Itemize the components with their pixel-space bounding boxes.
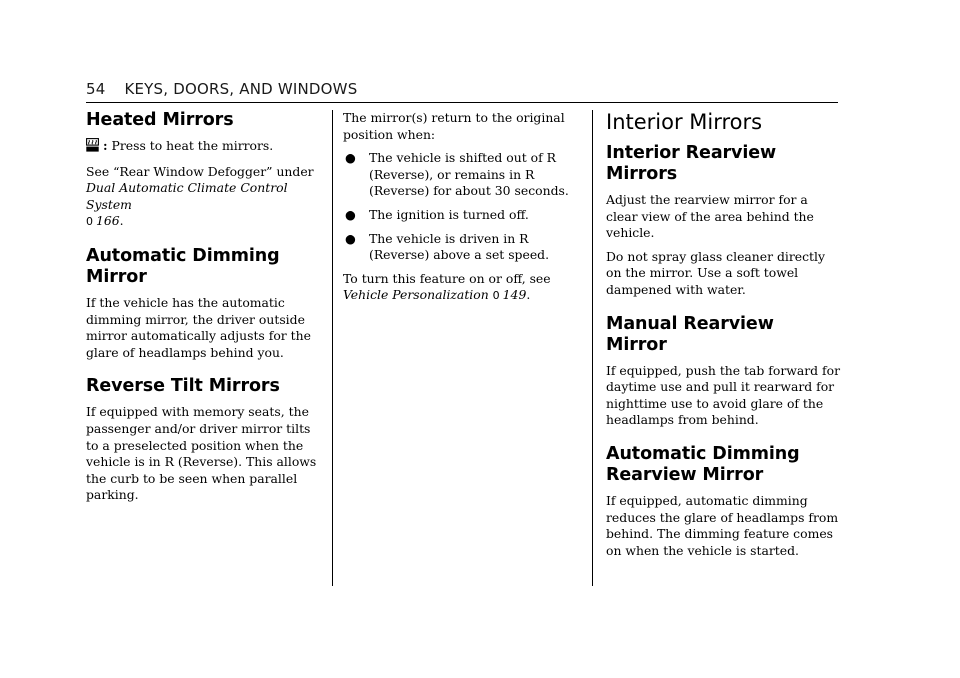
heated-mirrors-heading: Heated Mirrors bbox=[86, 110, 234, 130]
rear-defog-icon bbox=[86, 138, 99, 157]
see-ref-end: . bbox=[119, 213, 124, 229]
list-item-text: The vehicle is driven in R (Reverse) above a set speed. bbox=[369, 230, 550, 263]
interior-rearview-heading: Interior Rearview Mirrors bbox=[606, 143, 777, 184]
see-ref-prefix: See “Rear Window Defogger” under bbox=[86, 163, 314, 179]
auto-dimming-mirror-heading: Automatic Dimming Mirror bbox=[86, 245, 280, 287]
manual-rearview-heading: Manual Rearview Mirror bbox=[606, 313, 774, 355]
reverse-tilt-heading: Reverse Tilt Mirrors bbox=[86, 376, 280, 397]
column-1 bbox=[86, 110, 322, 511]
list-item-text: The vehicle is shifted out of R (Reverse), or remains in R (Reverse) for about 30 seconds. bbox=[369, 150, 569, 199]
toggle-ref-prefix: To turn this feature on or off, see bbox=[343, 270, 551, 286]
header-rule bbox=[86, 102, 838, 103]
reverse-tilt-body: If equipped with memory seats, the passenger and/or driver mirror tilts to a preselected position when the vehicle is in R (Reverse). This allows the curb to be seen when parallel parking. bbox=[86, 404, 317, 503]
heated-press-text: Press to heat the mirrors. bbox=[107, 138, 274, 153]
page-number: 54 bbox=[86, 80, 106, 98]
toggle-ref-link[interactable]: Vehicle Personalization bbox=[343, 287, 489, 303]
heated-see-ref bbox=[86, 164, 322, 231]
column-2 bbox=[343, 110, 583, 312]
icon-colon: : bbox=[103, 138, 108, 153]
interior-mirrors-title: Interior Mirrors bbox=[606, 110, 763, 134]
mirror-return-intro: The mirror(s) return to the original position when: bbox=[343, 110, 565, 142]
auto-dimming-rearview-body: If equipped, automatic dimming reduces the glare of headlamps from behind. The dimming feature comes on when the vehicle is started. bbox=[606, 492, 839, 558]
see-ref-link[interactable]: Dual Automatic Climate Control System bbox=[86, 180, 288, 212]
toggle-feature-ref bbox=[343, 271, 583, 305]
list-item bbox=[343, 207, 583, 224]
column-3 bbox=[606, 110, 840, 566]
toggle-ref-end: . bbox=[526, 287, 531, 303]
interior-rearview-p2: Do not spray glass cleaner directly on the mirror. Use a soft towel dampened with water. bbox=[606, 248, 825, 297]
bullet-icon: ● bbox=[345, 206, 356, 222]
section-title: KEYS, DOORS, AND WINDOWS bbox=[124, 80, 358, 98]
bullet-icon: ● bbox=[345, 230, 356, 246]
column-divider-1 bbox=[332, 110, 333, 586]
manual-rearview-body: If equipped, push the tab forward for daytime use and pull it rearward for nighttime use to avoid glare of the headlamps from behind. bbox=[606, 362, 841, 428]
heading-line-2: Rearview Mirror bbox=[606, 464, 764, 485]
column-divider-2 bbox=[592, 110, 593, 586]
page-header bbox=[86, 80, 357, 98]
list-item bbox=[343, 231, 583, 264]
bullet-icon: ● bbox=[345, 150, 356, 166]
page-ref-icon: 0 bbox=[492, 289, 500, 303]
toggle-ref-page[interactable]: 149 bbox=[502, 287, 527, 303]
see-ref-page[interactable]: 166 bbox=[96, 213, 120, 229]
interior-rearview-p1: Adjust the rearview mirror for a clear view of the area behind the vehicle. bbox=[606, 192, 814, 241]
auto-dimming-rearview-heading bbox=[606, 444, 840, 486]
auto-dimming-mirror-body: If the vehicle has the automatic dimming mirror, the driver outside mirror automatically adjusts for the glare of headlamps behind you. bbox=[86, 294, 311, 360]
heading-line-1: Automatic Dimming bbox=[606, 443, 800, 464]
list-item bbox=[343, 150, 583, 200]
page-ref-icon: 0 bbox=[86, 215, 93, 229]
heated-mirrors-desc bbox=[86, 138, 322, 157]
list-item-text: The ignition is turned off. bbox=[369, 206, 529, 222]
